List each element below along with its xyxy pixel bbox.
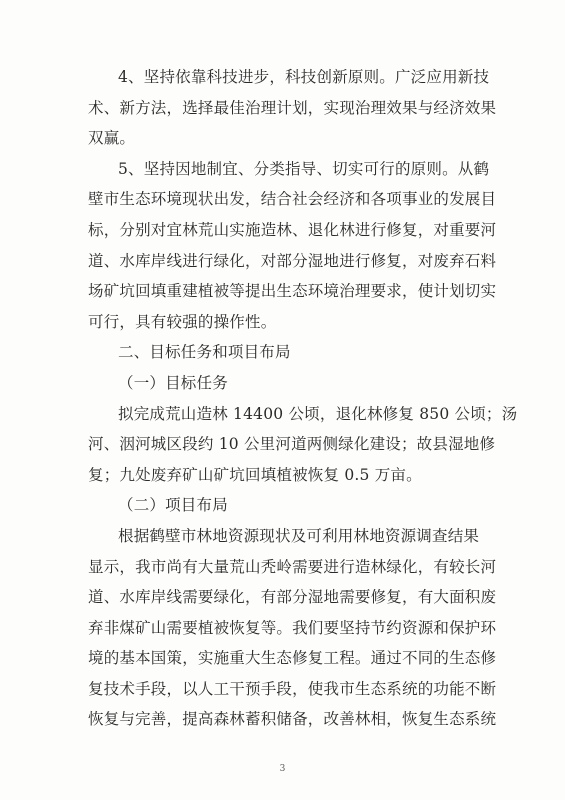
targets-line-1: 拟完成荒山造林 14400 公顷，退化林修复 850 公顷；汤 [118,404,518,423]
paragraph-5-line-2: 壁市生态环境现状出发，结合社会经济和各项事业的发展目 [88,190,497,209]
layout-line-5: 境的基本国策，实施重大生态修复工程。通过不同的生态修 [88,649,497,668]
body-text [88,62,518,735]
layout-line-3: 道、水库岸线需要绿化，有部分湿地需要修复，有大面积废 [88,588,497,607]
targets-line-3: 复；九处废弃矿山矿坑回填植被恢复 0.5 万亩。 [88,465,422,484]
page-number: 3 [279,764,286,774]
targets-line-2: 河、洇河城区段约 10 公里河道两侧绿化建设；故县湿地修 [88,435,496,454]
subsection-heading-targets: （一）目标任务 [118,373,228,392]
subsection-heading-layout: （二）项目布局 [118,496,228,515]
paragraph-4-line-3: 双赢。 [88,129,136,148]
paragraph-5-line-5: 场矿坑回填重建植被等提出生态环境治理要求，使计划切实 [88,282,497,301]
paragraph-5-line-1: 5、坚持因地制宜、分类指导、切实可行的原则。从鹤 [118,159,490,178]
paragraph-5-line-3: 标，分别对宜林荒山实施造林、退化林进行修复，对重要河 [88,220,497,239]
paragraph-5-line-4: 道、水库岸线进行绿化，对部分湿地进行修复，对废弃石料 [88,251,497,270]
layout-line-7: 恢复与完善，提高森林蓄积储备，改善林相，恢复生态系统 [88,710,497,729]
paragraph-5-line-6: 可行，具有较强的操作性。 [88,312,277,331]
layout-line-1: 根据鹤壁市林地资源现状及可利用林地资源调查结果 [118,526,480,545]
paragraph-4-line-1: 4、坚持依靠科技进步，科技创新原则。广泛应用新技 [118,68,490,86]
section-heading: 二、目标任务和项目布局 [118,343,291,362]
layout-line-6: 复技术手段，以人工干预手段，使我市生态系统的功能不断 [88,679,497,698]
layout-line-2: 显示，我市尚有大量荒山秃岭需要进行造林绿化，有较长河 [88,557,497,576]
paragraph-4-line-2: 术、新方法，选择最佳治理计划，实现治理效果与经济效果 [88,98,497,117]
layout-line-4: 弃非煤矿山需要植被恢复等。我们要坚持节约资源和保护环 [88,618,497,637]
